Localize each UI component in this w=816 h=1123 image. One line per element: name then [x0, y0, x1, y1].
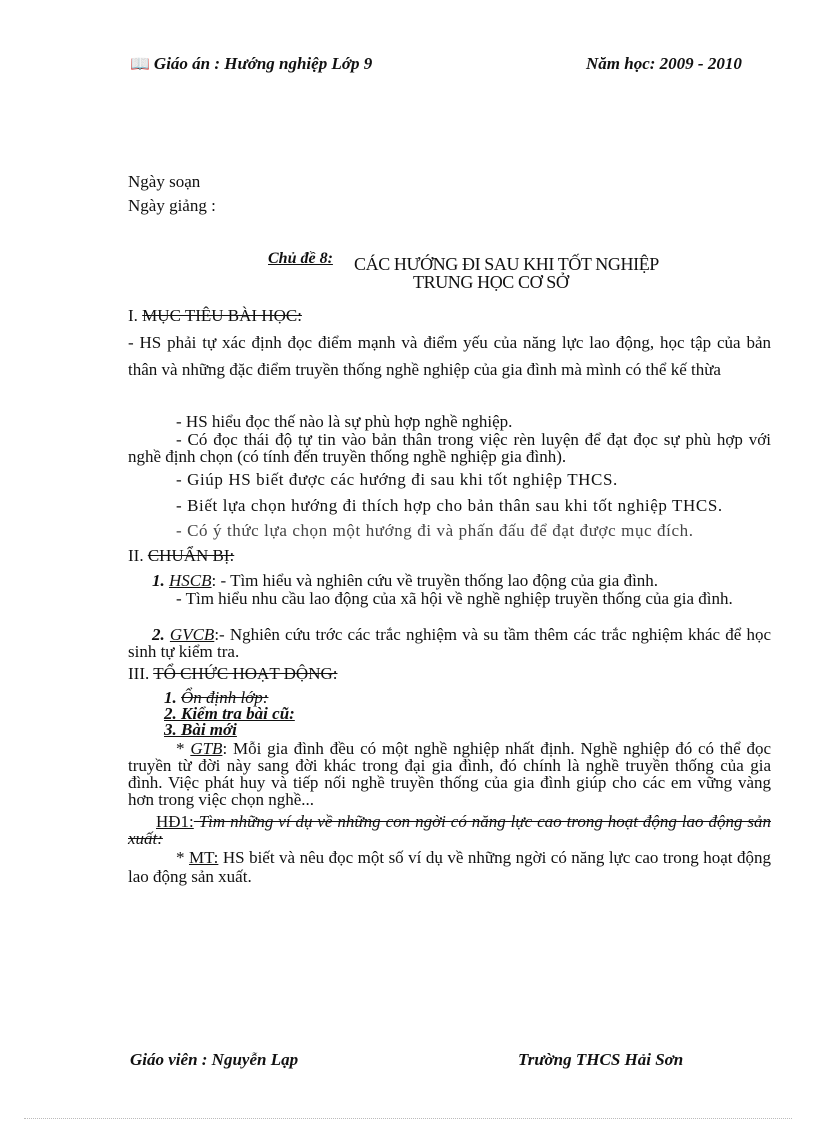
gvcb-label: GVCB — [169, 625, 215, 644]
footer-school: Trường THCS Hải Sơn — [518, 1050, 684, 1069]
topic-label: Chủ đề 8: — [268, 250, 333, 267]
section2-heading: II. CHUẨN BỊ: — [128, 546, 235, 565]
date-prepared: Ngày soạn — [128, 172, 201, 191]
gtb-label: GTB — [190, 739, 223, 758]
section1-heading: I. MỤC TIÊU BÀI HỌC: — [128, 306, 302, 325]
header-title: Giáo án : Hướng nghiệp Lớp 9 — [153, 54, 373, 73]
section3-heading: III. TỔ CHỨC HOẠT ĐỘNG: — [128, 664, 338, 683]
mt-paragraph: * MT: HS biết và nêu đọc một số ví dụ về những ngời có năng lực cao trong hoạt động lao động sản xuất. — [128, 848, 771, 886]
page-header-left — [130, 54, 372, 74]
objective-4: - Biết lựa chọn hướng đi thích hợp cho bản thân sau khi tốt nghiệp THCS. — [176, 496, 723, 515]
hscb-label: HSCB — [169, 571, 212, 590]
hscb-line: 1. HSCB: - Tìm hiểu và nghiên cứu về truyền thống lao động của gia đình. — [152, 571, 659, 590]
step-2: 2. Kiểm tra bài cũ: — [164, 704, 295, 723]
topic-title-line1: CÁC HƯỚNG ĐI SAU KHI TỐT NGHIỆP — [354, 254, 659, 274]
mt-label: MT: — [188, 848, 219, 867]
footer-teacher: Giáo viên : Nguyễn Lạp — [130, 1050, 299, 1069]
section1-intro: - HS phải tự xác định đọc điểm mạnh và điểm yếu của năng lực lao động, học tập của bản thân và những đặc điểm truyền thống nghề nghiệp của gia đình mà mình có thể kế thừa — [128, 333, 771, 379]
hscb-line2: - Tìm hiểu nhu cầu lao động của xã hội về nghề nghiệp truyền thống của gia đình. — [176, 589, 733, 608]
header-school-year: Năm học: 2009 - 2010 — [586, 54, 742, 73]
step-3: 3. Bài mới — [164, 720, 237, 739]
objective-5: - Có ý thức lựa chọn một hướng đi và phấn đấu để đạt được mục đích. — [176, 521, 694, 540]
gtb-paragraph: * GTB: Mỗi gia đình đều có một nghề nghiệp nhất định. Nghề nghiệp đó có thể đọc truyền từ đời này sang đời khác trong đại gia đình, đó chính là nghề truyền thống của gia đình. Việc phát huy và tiếp nối nghề truyền thống của gia đình giúp cho các em vững vàng hơn trong việc chọn nghề... — [128, 739, 771, 809]
objective-3: - Giúp HS biết được các hướng đi sau khi tốt nghiệp THCS. — [176, 470, 618, 489]
step-1: 1. Ổn định lớp: — [164, 688, 269, 707]
book-icon: 📖 — [130, 56, 150, 73]
date-taught: Ngày giảng : — [128, 196, 216, 215]
page-bottom-rule — [24, 1118, 792, 1119]
objective-1: - HS hiểu đọc thế nào là sự phù hợp nghề nghiệp. — [176, 412, 513, 431]
objective-2: - Có đọc thái độ tự tin vào bản thân trong việc rèn luyện để đạt đọc sự phù hợp với nghề định chọn (có tính đến truyền thống nghề nghiệp gia đình). — [128, 430, 771, 466]
gvcb-line: 2. GVCB:- Nghiên cứu trớc các trắc nghiệm và su tầm thêm các trắc nghiệm khác để học sinh tự kiểm tra. — [128, 625, 772, 661]
topic-title-line2: TRUNG HỌC CƠ SỞ — [413, 272, 569, 292]
hd1-paragraph: HĐ1: Tìm những ví dụ về những con ngời có năng lực cao trong hoạt động lao động sản xuất: — [128, 812, 771, 848]
